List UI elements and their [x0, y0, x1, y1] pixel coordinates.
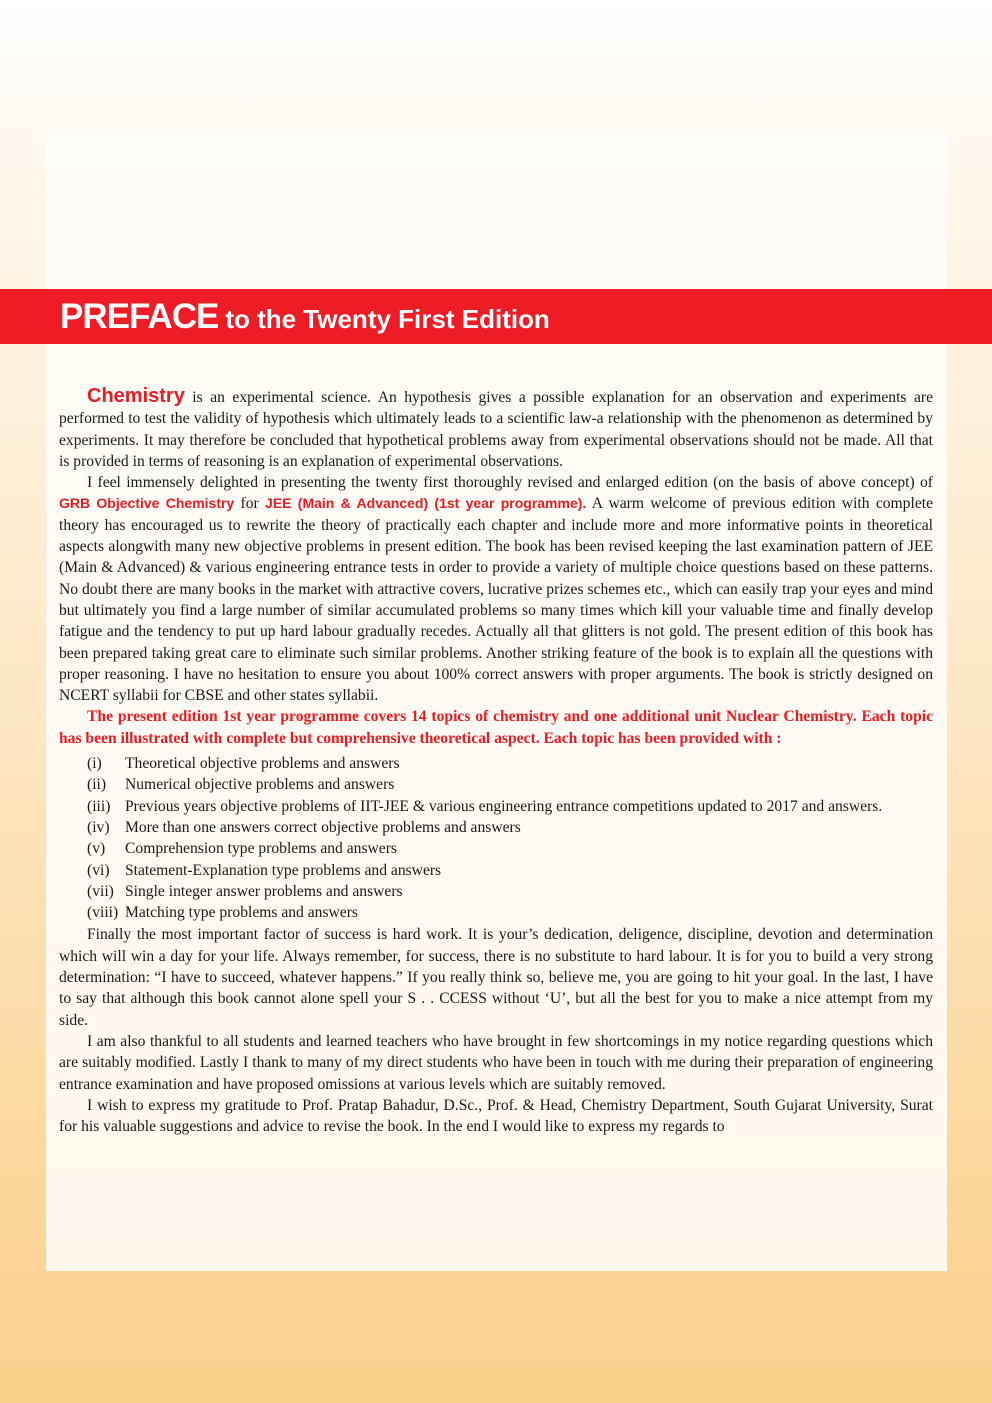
paragraph-2-text-a: I feel immensely delighted in presenting the twenty first thoroughly revised and enlarged edition (on the basis of above concept) of	[87, 474, 933, 492]
list-item	[59, 902, 933, 923]
list-item	[59, 881, 933, 902]
list-item	[59, 774, 933, 795]
list-item-text: Comprehension type problems and answers	[125, 840, 397, 858]
paragraph-2-text-c: A warm welcome of previous edition with complete theory has encouraged us to rewrite the theory of practically each chapter and include more and more informative points in theoretical aspects alongwith many new objective problems in present edition. The book has been revised keeping the last examination pattern of JEE (Main & Advanced) & various engineering entrance tests in order to provide a variety of multiple choice questions based on these patterns. No doubt there are many books in the market with attractive covers, lucrative prizes schemes etc., which can easily trap your eyes and mind but ultimately you find a large number of similar accumulated problems so many times which kill your valuable time and finally develop fatigue and the tendency to put up hard labour gradually recedes. Actually all that glitters is not gold. The present edition of this book has been prepared taking great care to eliminate such similar problems. Another striking feature of the book is to explain all the questions with proper reasoning. I have no hesitation to ensure you about 100% correct answers with proper arguments. The book is strictly designed on NCERT syllabii for CBSE and other states syllabii.	[59, 495, 933, 705]
topics-list	[59, 753, 933, 923]
preface-title: PREFACE	[60, 296, 219, 336]
preface-subtitle: to the Twenty First Edition	[225, 304, 550, 334]
list-item-text: Numerical objective problems and answers	[125, 776, 395, 794]
list-item-text: More than one answers correct objective problems and answers	[125, 818, 521, 836]
book-title: GRB Objective Chemistry	[59, 495, 235, 512]
list-item-number: (iii)	[87, 797, 111, 815]
paragraph-5: I am also thankful to all students and learned teachers who have brought in few shortcomings in my notice regarding questions which are suitably modified. Lastly I thank to many of my direct students who have been in touch with me during their preparation of engineering entrance examination and have proposed omissions at various levels which are suitably removed.	[59, 1032, 933, 1093]
paragraph-3: The present edition 1st year programme covers 14 topics of chemistry and one additional unit Nuclear Chemistry. Each topic has been illustrated with complete but comprehensive theoretical aspect. Each topic has been provided with :	[59, 708, 933, 747]
list-item-number: (vi)	[87, 861, 110, 879]
list-item	[59, 860, 933, 881]
list-item-text: Theoretical objective problems and answers	[125, 755, 400, 773]
exam-name: JEE (Main & Advanced) (1st year programme).	[265, 495, 587, 512]
list-item-text: Matching type problems and answers	[125, 904, 358, 922]
list-item-number: (ii)	[87, 776, 107, 794]
paragraph-2-text-b: for	[234, 495, 266, 513]
list-item-text: Single integer answer problems and answers	[125, 882, 403, 900]
list-item-text: Statement-Explanation type problems and answers	[125, 861, 442, 879]
list-item	[59, 796, 933, 817]
list-item-number: (viii)	[87, 904, 119, 922]
list-item	[59, 817, 933, 838]
paragraph-1-text: is an experimental science. An hypothesis gives a possible explanation for an observation and experiments are performed to test the validity of hypothesis which ultimately leads to a scientific law-a relationship with the phenomenon as determined by experiments. It may therefore be concluded that hypothetical problems away from experimental observations should not be made. All that is provided in terms of reasoning is an explanation of experimental observations.	[59, 389, 933, 470]
list-item	[59, 753, 933, 774]
list-item-number: (vii)	[87, 882, 114, 900]
chemistry-highlight: Chemistry	[87, 385, 185, 407]
list-item-number: (iv)	[87, 818, 110, 836]
list-item	[59, 838, 933, 859]
paragraph-4: Finally the most important factor of success is hard work. It is your’s dedication, deligence, discipline, devotion and determination which will win a day for your life. Always remember, for success, there is no substitute to hard labour. It is for you to build a very strong determination: “I have to succeed, whatever happens.” If you really think so, believe me, you are going to hit your goal. In the last, I have to say that although this book cannot alone spell your S . . CCESS without ‘U’, but all the best for you to make a nice attempt from my side.	[59, 926, 933, 1029]
list-item-number: (i)	[87, 755, 102, 773]
preface-body	[59, 386, 933, 1137]
list-item-number: (v)	[87, 840, 106, 858]
paragraph-6: I wish to express my gratitude to Prof. Pratap Bahadur, D.Sc., Prof. & Head, Chemistry Department, South Gujarat University, Surat for his valuable suggestions and advice to revise the book. In the end I would like to express my regards to	[59, 1096, 933, 1136]
list-item-text: Previous years objective problems of IIT-JEE & various engineering entrance competitions updated to 2017 and answers.	[125, 797, 883, 815]
paragraph-2	[59, 472, 933, 706]
paragraph-1	[59, 386, 933, 472]
preface-banner	[0, 289, 992, 344]
